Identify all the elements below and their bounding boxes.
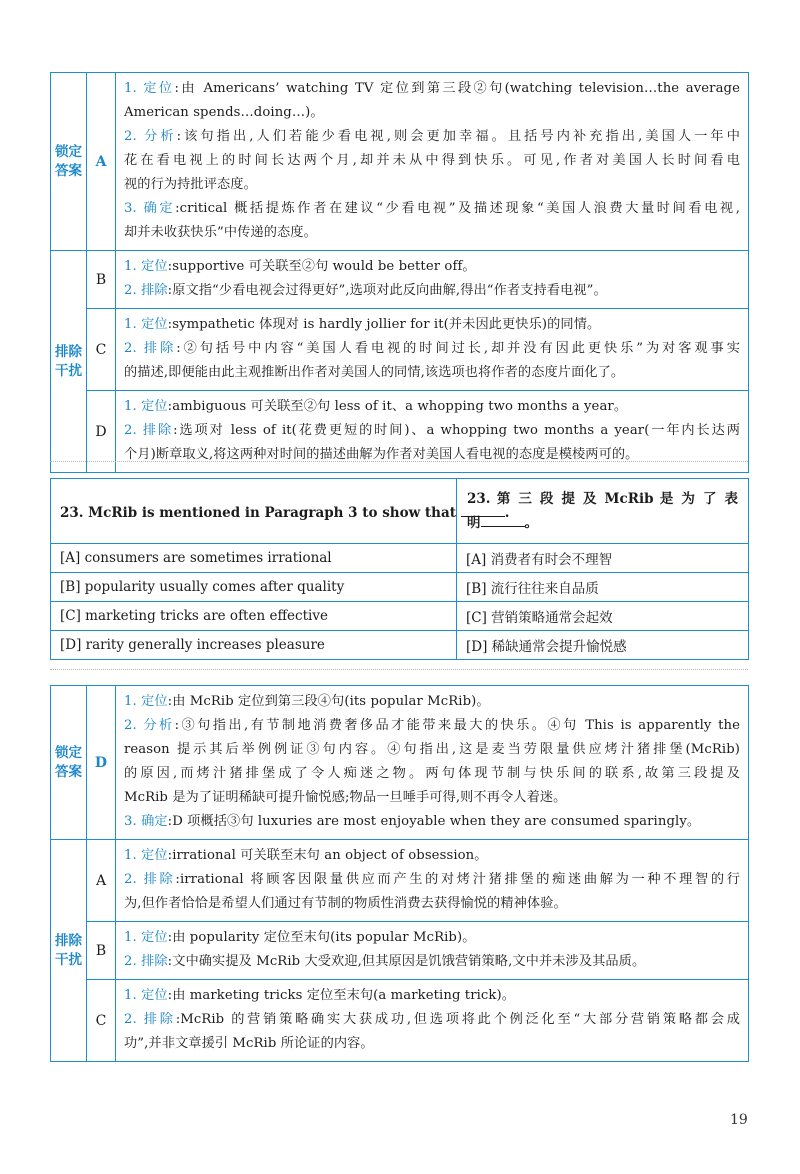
content-line: 为,但作者恰恰是希望人们通过有节制的物质性消费去获得愉悦的精神体验。: [124, 896, 567, 911]
content-line: 却并未收获快乐”中传递的态度。: [124, 225, 317, 240]
content-line: 的描述,即便能由此主观推断出作者对美国人的同情,该选项也将作者的态度片面化了。: [124, 365, 625, 380]
option-row: [51, 573, 749, 602]
option-en: [B] popularity usually comes after quality: [51, 573, 457, 602]
content-line: 3. 确定:critical 概括提炼作者在建议“少看电视”及描述现象“美国人浪费大量时间看电视,: [124, 201, 740, 216]
content-line: McRib 是为了证明稀缺可提升愉悦感;物品一旦唾手可得,则不再令人着迷。: [124, 790, 567, 805]
content-line: 1. 定位:ambiguous 可关联至②句 less of it、a whopping two months a year。: [124, 399, 628, 414]
content-line: 3. 确定:D 项概括③句 luxuries are most enjoyable when they are consumed sparingly。: [124, 814, 701, 829]
exclude-label: 排除 干扰: [51, 840, 87, 1062]
content-line: 2. 分析:该句指出,人们若能少看电视,则会更加幸福。且括号内补充指出,美国人一年中: [124, 129, 740, 144]
distractor-content: [116, 309, 749, 391]
distractor-content: [116, 922, 749, 980]
option-letter: B: [87, 922, 116, 980]
content-line: 1. 定位:supportive 可关联至②句 would be better off。: [124, 259, 476, 274]
content-line: 2. 排除:②句括号中内容“美国人看电视的时间过长,却并没有因此更快乐”为对客观事实: [124, 341, 740, 356]
dotted-divider: [50, 461, 748, 462]
page-number: 19: [730, 1112, 748, 1128]
option-letter: C: [87, 980, 116, 1062]
answer-content: [116, 73, 749, 251]
content-line: 视的行为持批评态度。: [124, 177, 257, 192]
option-row: [51, 602, 749, 631]
option-en: [C] marketing tricks are often effective: [51, 602, 457, 631]
option-letter: D: [87, 391, 116, 473]
content-line: 功”,并非文章援引 McRib 所论证的内容。: [124, 1036, 374, 1051]
content-line: 个月)断章取义,将这两种对时间的描述曲解为作者对美国人看电视的态度是模棱两可的。: [124, 447, 639, 462]
distractor-content: [116, 251, 749, 309]
answer-letter: D: [87, 686, 116, 840]
option-en: [A] consumers are sometimes irrational: [51, 544, 457, 573]
content-line: 1. 定位:irrational 可关联至末句 an object of obsession。: [124, 848, 488, 863]
content-line: 2. 排除:选项对 less of it(花费更短的时间)、a whopping two months a year(一年内长达两: [124, 423, 740, 438]
answer-content: [116, 686, 749, 840]
distractor-row: [51, 251, 749, 309]
content-line: 1. 定位:sympathetic 体现对 is hardly jollier for it(并未因此更快乐)的同情。: [124, 317, 601, 332]
content-line: 的原因,而烤汁猪排堡成了令人痴迷之物。两句体现节制与快乐间的联系,故第三段提及: [124, 766, 740, 781]
answer-letter: A: [87, 73, 116, 251]
answer-row: [51, 73, 749, 251]
option-letter: B: [87, 251, 116, 309]
lock-answer-label: 锁定 答案: [51, 686, 87, 840]
distractor-row: [51, 980, 749, 1062]
option-en: [D] rarity generally increases pleasure: [51, 631, 457, 660]
option-row: [51, 544, 749, 573]
answer-row: [51, 686, 749, 840]
dotted-divider: [50, 669, 748, 670]
option-zh: [A] 消费者有时会不理智: [457, 544, 749, 573]
content-line: 2. 排除:文中确实提及 McRib 大受欢迎,但其原因是饥饿营销策略,文中并未涉及其品质。: [124, 954, 646, 969]
option-zh: [C] 营销策略通常会起效: [457, 602, 749, 631]
content-line: 1. 定位:由 popularity 定位至末句(its popular McRib)。: [124, 930, 476, 945]
content-line: reason 提示其后举例例证③句内容。④句指出,这是麦当劳限量供应烤汁猪排堡(McRib): [124, 742, 740, 757]
distractor-content: [116, 840, 749, 922]
option-zh: [B] 流行往往来自品质: [457, 573, 749, 602]
content-line: 1. 定位:由 McRib 定位到第三段④句(its popular McRib)。: [124, 694, 490, 709]
content-line: 1. 定位:由 marketing tricks 定位至末句(a marketing trick)。: [124, 988, 516, 1003]
option-row: [51, 631, 749, 660]
question-stem-zh: 23. 第 三 段 提 及 McRib 是 为 了 表 明 。: [457, 479, 749, 544]
distractor-content: [116, 980, 749, 1062]
answer-blank: [481, 512, 525, 527]
analysis-table-q23: [50, 685, 749, 1062]
distractor-row: [51, 922, 749, 980]
question-stem-en: 23. McRib is mentioned in Paragraph 3 to show that .: [51, 479, 457, 544]
question-stem-row: [51, 479, 749, 544]
content-line: 2. 分析:③句指出,有节制地消费奢侈品才能带来最大的快乐。④句 This is apparently the: [124, 718, 740, 733]
distractor-row: [51, 840, 749, 922]
option-zh: [D] 稀缺通常会提升愉悦感: [457, 631, 749, 660]
option-letter: C: [87, 309, 116, 391]
content-line: 花在看电视上的时间长达两个月,却并未从中得到快乐。可见,作者对美国人长时间看电: [124, 153, 740, 168]
analysis-table-q22: [50, 72, 749, 473]
lock-answer-label: 锁定 答案: [51, 73, 87, 251]
content-line: American spends…doing…)。: [124, 105, 324, 120]
content-line: 1. 定位:由 Americans’ watching TV 定位到第三段②句(watching television…the average: [124, 81, 740, 96]
content-line: 2. 排除:McRib 的营销策略确实大获成功,但选项将此个例泛化至“大部分营销策略都会成: [124, 1012, 741, 1027]
content-line: 2. 排除:原文指“少看电视会过得更好”,选项对此反向曲解,得出“作者支持看电视”。: [124, 283, 607, 298]
content-line: 2. 排除:irrational 将顾客因限量供应而产生的对烤汁猪排堡的痴迷曲解为一种不理智的行: [124, 872, 740, 887]
exclude-label: 排除 干扰: [51, 251, 87, 473]
question-table: [50, 478, 749, 660]
distractor-row: [51, 309, 749, 391]
option-letter: A: [87, 840, 116, 922]
